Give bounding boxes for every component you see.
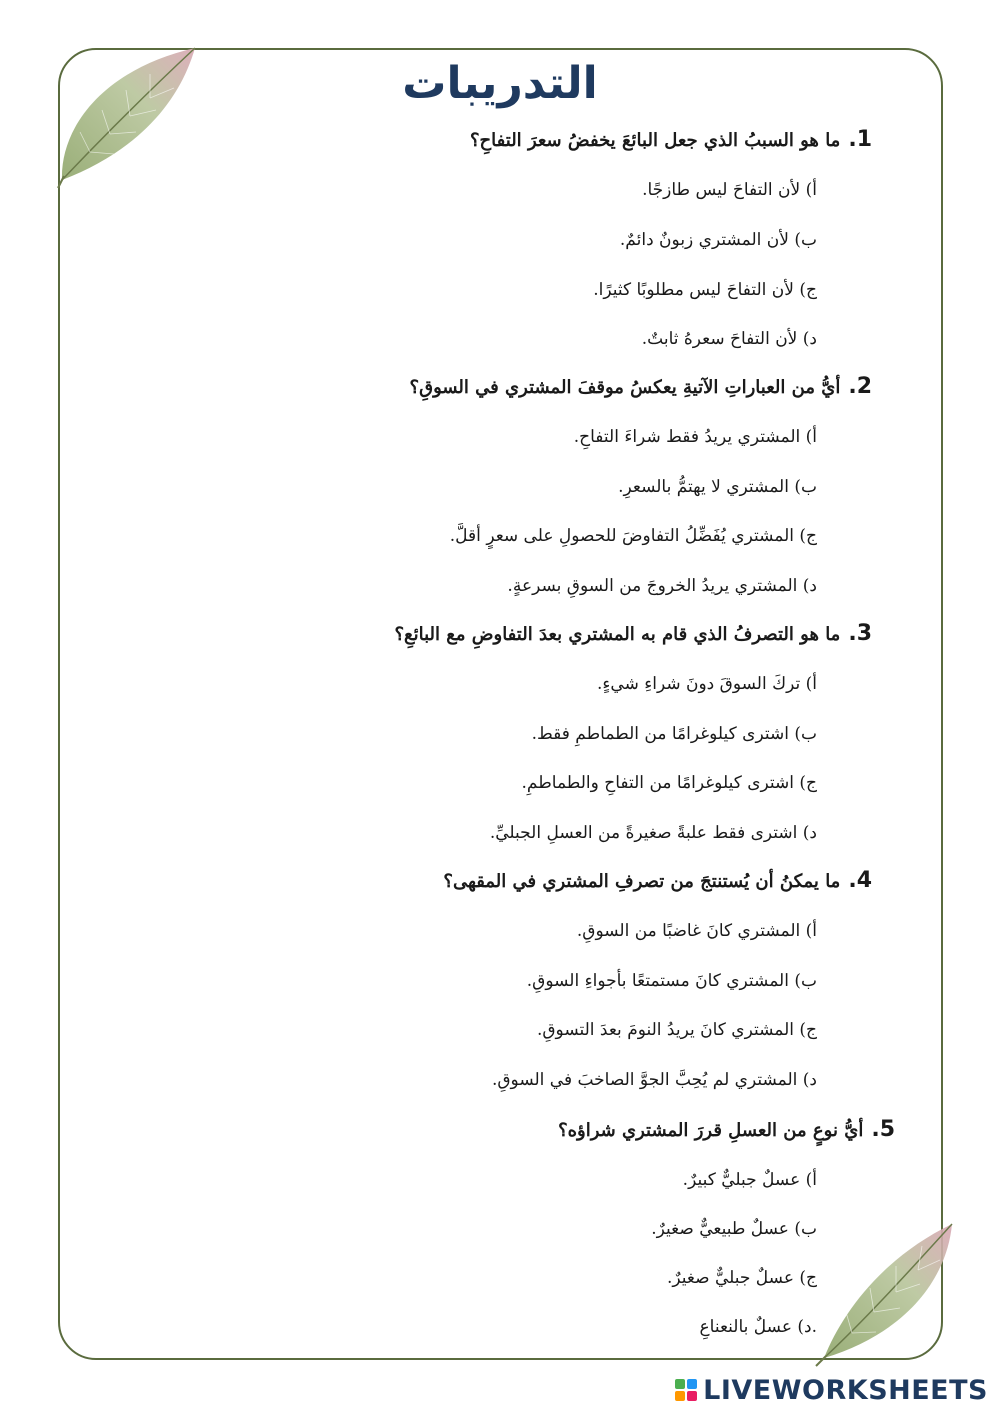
question-text: ما هو التصرفُ الذي قام به المشتري بعدَ التفاوضِ مع البائعِ؟ xyxy=(394,624,841,645)
option-5a[interactable]: أ) عسلٌ جبليٌّ كبيرٌ. xyxy=(682,1170,817,1190)
question-5 xyxy=(558,1117,895,1142)
liveworksheets-logo xyxy=(675,1374,988,1406)
option-5c[interactable]: ج) عسلٌ جبليٌّ صغيرٌ. xyxy=(667,1268,817,1288)
option-4d[interactable]: د) المشتري لم يُحِبَّ الجوَّ الصاخبَ في السوقِ. xyxy=(491,1070,817,1090)
question-4 xyxy=(443,868,872,893)
option-1a[interactable]: أ) لأن التفاحَ ليس طازجًا. xyxy=(642,180,817,200)
option-2d[interactable]: د) المشتري يريدُ الخروجَ من السوقِ بسرعةٍ. xyxy=(507,576,817,596)
option-1d[interactable]: د) لأن التفاحَ سعرهُ ثابتٌ. xyxy=(641,329,817,349)
option-5b[interactable]: ب) عسلٌ طبيعيٌّ صغيرٌ. xyxy=(651,1219,817,1239)
option-1b[interactable]: ب) لأن المشتري زبونٌ دائمٌ. xyxy=(619,230,817,250)
question-number: 4. xyxy=(848,868,872,893)
option-2c[interactable]: ج) المشتري يُفَضِّلُ التفاوضَ للحصولِ على سعرٍ أقلَّ. xyxy=(449,526,817,546)
option-3a[interactable]: أ) تركَ السوقَ دونَ شراءِ شيءٍ. xyxy=(597,674,817,694)
option-3b[interactable]: ب) اشترى كيلوغرامًا من الطماطمِ فقط. xyxy=(531,724,817,744)
question-1 xyxy=(470,127,872,152)
logo-text: LIVEWORKSHEETS xyxy=(703,1374,988,1406)
question-text: ما هو السببُ الذي جعل البائعَ يخفضُ سعرَ التفاحِ؟ xyxy=(470,130,841,151)
option-5d[interactable]: .د) عسلٌ بالنعناعِ xyxy=(699,1317,817,1337)
logo-icon xyxy=(675,1379,697,1401)
option-2a[interactable]: أ) المشتري يريدُ فقط شراءَ التفاحِ. xyxy=(573,427,817,447)
question-2 xyxy=(410,374,872,399)
question-text: ما يمكنُ أن يُستنتجَ من تصرفِ المشتري في المقهى؟ xyxy=(443,871,841,892)
question-text: أيُّ من العباراتِ الآتيةِ يعكسُ موقفَ المشتري في السوقِ؟ xyxy=(409,377,841,398)
option-4c[interactable]: ج) المشتري كانَ يريدُ النومَ بعدَ التسوقِ. xyxy=(536,1020,817,1040)
option-1c[interactable]: ج) لأن التفاحَ ليس مطلوبًا كثيرًا. xyxy=(593,280,817,300)
option-2b[interactable]: ب) المشتري لا يهتمُّ بالسعرِ. xyxy=(618,477,817,497)
question-number: 3. xyxy=(848,621,872,646)
question-text: أيُّ نوعٍ من العسلِ قررَ المشتري شراؤه؟ xyxy=(558,1120,864,1141)
option-4a[interactable]: أ) المشتري كانَ غاضبًا من السوقِ. xyxy=(576,921,817,941)
leaf-decoration-icon xyxy=(812,1218,972,1368)
question-number: 1. xyxy=(848,127,872,152)
option-3c[interactable]: ج) اشترى كيلوغرامًا من التفاحِ والطماطمِ. xyxy=(521,773,817,793)
option-4b[interactable]: ب) المشتري كانَ مستمتعًا بأجواءِ السوقِ. xyxy=(526,971,817,991)
question-number: 2. xyxy=(848,374,872,399)
option-3d[interactable]: د) اشترى فقط علبةً صغيرةً من العسلِ الجبليِّ. xyxy=(489,823,817,843)
question-number: 5. xyxy=(871,1117,895,1142)
page-title: التدريبات xyxy=(402,58,598,109)
question-3 xyxy=(394,621,872,646)
